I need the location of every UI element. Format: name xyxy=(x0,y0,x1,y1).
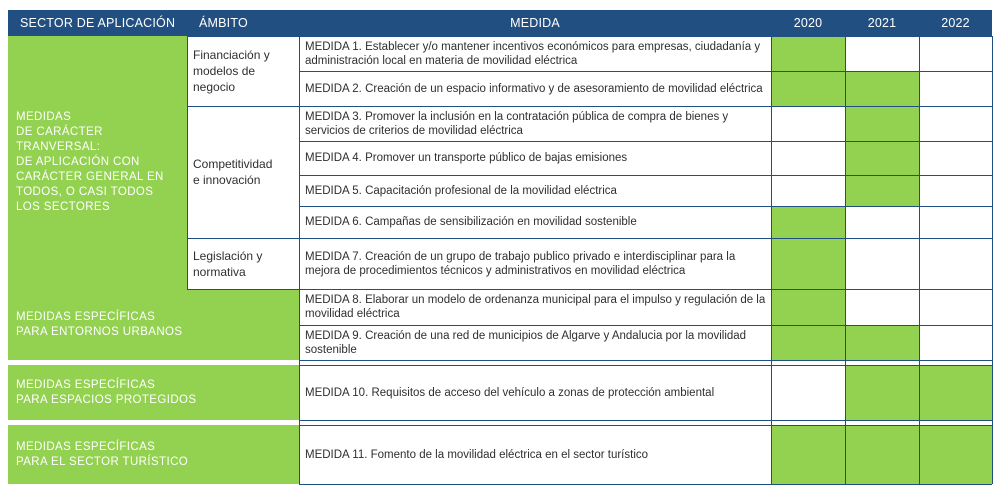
grid-line xyxy=(919,36,920,484)
grid-line xyxy=(299,206,992,207)
medida-5-year-2022-cell xyxy=(919,175,992,206)
medida-6-year-2020-cell xyxy=(771,206,845,238)
grid-line xyxy=(299,71,992,72)
sector-urban: MEDIDAS ESPECÍFICAS PARA ENTORNOS URBANOS xyxy=(8,289,299,360)
grid-line xyxy=(299,360,992,361)
grid-line xyxy=(299,175,992,176)
header-year-2020: 2020 xyxy=(771,10,845,36)
medida-11-year-2022-cell xyxy=(919,425,992,484)
medida-8-year-2021-cell xyxy=(845,289,919,325)
medida-5: MEDIDA 5. Capacitación profesional de la movilidad eléctrica xyxy=(299,175,771,206)
grid-line xyxy=(187,238,299,239)
medida-11-year-2020-cell xyxy=(771,425,845,484)
grid-line xyxy=(771,36,772,484)
medida-7-year-2021-cell xyxy=(845,238,919,289)
medida-11: MEDIDA 11. Fomento de la movilidad eléctrica en el sector turístico xyxy=(299,425,771,484)
ambito-legislacion: Legislación y normativa xyxy=(187,238,299,289)
header-year-2022: 2022 xyxy=(919,10,992,36)
medida-9-year-2020-cell xyxy=(771,325,845,360)
medida-10-year-2020-cell xyxy=(771,365,845,420)
header-ambito: ÁMBITO xyxy=(187,10,299,36)
medida-3: MEDIDA 3. Promover la inclusión en la contratación pública de compra de bienes y servicios de criterios de movilidad eléctrica xyxy=(299,106,771,141)
medida-8: MEDIDA 8. Elaborar un modelo de ordenanza municipal para el impulso y regulación de la movilidad eléctrica xyxy=(299,289,771,325)
medida-4-year-2020-cell xyxy=(771,141,845,175)
medida-6: MEDIDA 6. Campañas de sensibilización en movilidad sostenible xyxy=(299,206,771,238)
medida-2-year-2020-cell xyxy=(771,71,845,106)
medida-5-year-2021-cell xyxy=(845,175,919,206)
grid-line xyxy=(187,36,188,289)
medida-10-year-2021-cell xyxy=(845,365,919,420)
medida-8-year-2022-cell xyxy=(919,289,992,325)
sector-tourism: MEDIDAS ESPECÍFICAS PARA EL SECTOR TURÍSTICO xyxy=(8,425,299,484)
header-sector: SECTOR DE APLICACIÓN xyxy=(8,10,187,36)
medida-2: MEDIDA 2. Creación de un espacio informativo y de asesoramiento de movilidad eléctrica xyxy=(299,71,771,106)
medida-6-year-2022-cell xyxy=(919,206,992,238)
grid-line xyxy=(299,289,992,290)
grid-line xyxy=(845,36,846,484)
medida-10-year-2022-cell xyxy=(919,365,992,420)
medida-6-year-2021-cell xyxy=(845,206,919,238)
grid-line xyxy=(992,36,993,484)
medida-2-year-2021-cell xyxy=(845,71,919,106)
sector-protected-areas: MEDIDAS ESPECÍFICAS PARA ESPACIOS PROTEGIDOS xyxy=(8,365,299,420)
medida-3-year-2020-cell xyxy=(771,106,845,141)
medida-8-year-2020-cell xyxy=(771,289,845,325)
grid-line xyxy=(299,238,992,239)
medida-2-year-2022-cell xyxy=(919,71,992,106)
medida-1-year-2021-cell xyxy=(845,36,919,71)
medida-4-year-2022-cell xyxy=(919,141,992,175)
grid-line xyxy=(299,365,992,366)
medida-11-year-2021-cell xyxy=(845,425,919,484)
grid-line xyxy=(299,420,992,421)
grid-line xyxy=(299,141,992,142)
grid-line xyxy=(187,36,299,37)
medida-10: MEDIDA 10. Requisitos de acceso del vehículo a zonas de protección ambiental xyxy=(299,365,771,420)
medida-3-year-2021-cell xyxy=(845,106,919,141)
medida-4: MEDIDA 4. Promover un transporte público de bajas emisiones xyxy=(299,141,771,175)
header-medida: MEDIDA xyxy=(299,10,771,36)
grid-line xyxy=(187,289,299,290)
ambito-competitividad: Competitividad e innovación xyxy=(187,106,299,238)
medida-7-year-2022-cell xyxy=(919,238,992,289)
medida-1: MEDIDA 1. Establecer y/o mantener incentivos económicos para empresas, ciudadanía y administración local en materia de movilidad eléctrica xyxy=(299,36,771,71)
medida-7-year-2020-cell xyxy=(771,238,845,289)
medida-1-year-2022-cell xyxy=(919,36,992,71)
grid-line xyxy=(299,484,992,485)
medida-1-year-2020-cell xyxy=(771,36,845,71)
medida-4-year-2021-cell xyxy=(845,141,919,175)
grid-line xyxy=(299,425,992,426)
medida-5-year-2020-cell xyxy=(771,175,845,206)
grid-line xyxy=(299,106,992,107)
grid-line xyxy=(187,106,299,107)
medida-9-year-2021-cell xyxy=(845,325,919,360)
grid-line xyxy=(299,325,992,326)
medida-7: MEDIDA 7. Creación de un grupo de trabajo publico privado e interdisciplinar para la mejora de procedimientos técnicos y administrativos en movilidad eléctrica xyxy=(299,238,771,289)
header-year-2021: 2021 xyxy=(845,10,919,36)
grid-line xyxy=(299,36,992,37)
medida-9-year-2022-cell xyxy=(919,325,992,360)
grid-line xyxy=(299,36,300,484)
medida-3-year-2022-cell xyxy=(919,106,992,141)
ambito-financiacion: Financiación y modelos de negocio xyxy=(187,36,299,106)
medida-9: MEDIDA 9. Creación de una red de municipios de Algarve y Andalucia por la movilidad sostenible xyxy=(299,325,771,360)
sector-transversal: MEDIDAS DE CARÁCTER TRANVERSAL: DE APLICACIÓN CON CARÁCTER GENERAL EN TODOS, O CASI TODOS LOS SECTORES xyxy=(8,36,187,289)
